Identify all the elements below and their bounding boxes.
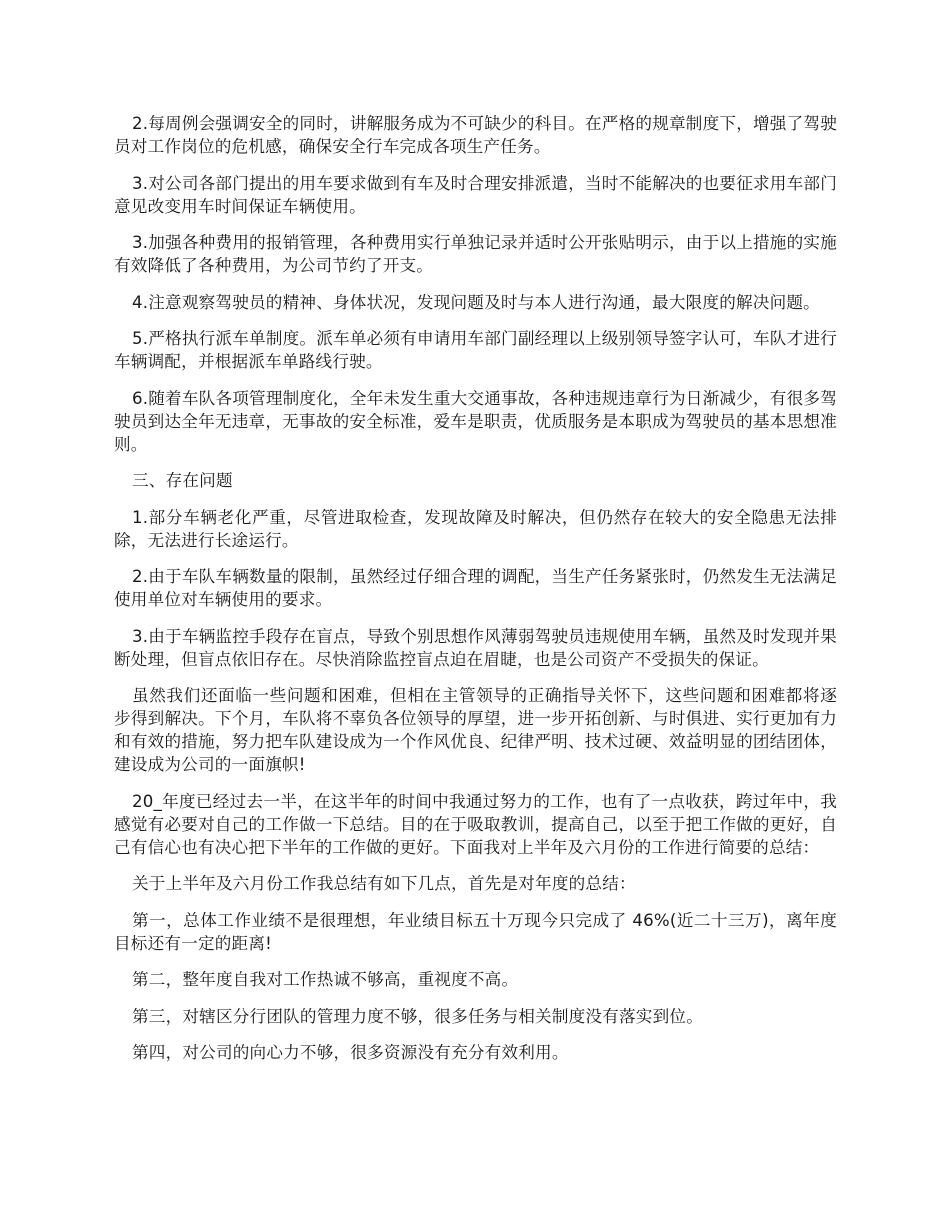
paragraph-summary-points: 关于上半年及六月份工作我总结有如下几点，首先是对年度的总结： bbox=[132, 874, 636, 893]
paragraph-vehicle-dispatch: 3.对公司各部门提出的用车要求做到有车及时合理安排派遣，当时不能解决的也要征求用车部门意见改变用车时间保证车辆使用。 bbox=[114, 173, 837, 216]
paragraph-dispatch-order: 5.严格执行派车单制度。派车单必须有申请用车部门副经理以上级别领导签字认可，车队才进行车辆调配，并根据派车单路线行驶。 bbox=[114, 329, 837, 371]
paragraph-meeting-safety: 2.每周例会强调安全的同时，讲解服务成为不可缺少的科目。在严格的规章制度下，增强了驾驶员对工作岗位的危机感，确保安全行车完成各项生产任务。 bbox=[114, 114, 837, 156]
section-heading-problems: 三、存在问题 bbox=[132, 471, 233, 490]
paragraph-point-one: 第一，总体工作业绩不是很理想，年业绩目标五十万现今只完成了 46%(近二十三万)，离年度目标还有一定的距离! bbox=[114, 910, 837, 953]
paragraph-point-four: 第四，对公司的向心力不够，很多资源没有充分有效利用。 bbox=[132, 1043, 569, 1062]
paragraph-aging-vehicles: 1.部分车辆老化严重，尽管进取检查，发现故障及时解决，但仍然存在较大的安全隐患无法排除，无法进行长途运行。 bbox=[114, 507, 837, 550]
document-body bbox=[114, 112, 837, 1078]
paragraph-driver-condition: 4.注意观察驾驶员的精神、身体状况，发现问题及时与本人进行沟通，最大限度的解决问题。 bbox=[132, 292, 820, 312]
paragraph-monitoring-blindspot: 3.由于车辆监控手段存在盲点，导致个别思想作风薄弱驾驶员违规使用车辆，虽然及时发现并果断处理，但盲点依旧存在。尽快消除监控盲点迫在眉睫，也是公司资产不受损失的保证。 bbox=[114, 626, 837, 669]
paragraph-safety-record: 6.随着车队各项管理制度化，全年未发生重大交通事故，各种违规违章行为日渐减少，有很多驾驶员到达全年无违章，无事故的安全标准，爱车是职责，优质服务是本职成为驾驶员的基本思想准则。 bbox=[114, 388, 837, 454]
paragraph-expense-management: 3.加强各种费用的报销管理，各种费用实行单独记录并适时公开张贴明示，由于以上措施的实施有效降低了各种费用，为公司节约了开支。 bbox=[114, 233, 837, 275]
paragraph-outlook: 虽然我们还面临一些问题和困难，但相在主管领导的正确指导关怀下，这些问题和困难都将逐步得到解决。下个月，车队将不辜负各位领导的厚望，进一步开拓创新、与时俱进、实行更加有力和有效的措施，努力把车队建设成为一个作风优良、纪律严明、技术过硬、效益明显的团结团体，建设成为公司的一面旗帜! bbox=[114, 686, 837, 774]
paragraph-point-two: 第二，整年度自我对工作热诚不够高，重视度不高。 bbox=[132, 970, 519, 989]
paragraph-point-three: 第三，对辖区分行团队的管理力度不够，很多任务与相关制度没有落实到位。 bbox=[132, 1006, 703, 1026]
paragraph-vehicle-shortage: 2.由于车队车辆数量的限制，虽然经过仔细合理的调配，当生产任务紧张时，仍然发生无法满足使用单位对车辆使用的要求。 bbox=[114, 567, 837, 609]
paragraph-half-year-intro: 20_年度已经过去一半，在这半年的时间中我通过努力的工作，也有了一点收获，跨过年中，我感觉有必要对自己的工作做一下总结。目的在于吸取教训，提高自己，以至于把工作做的更好，自己有信心也有决心把下半年的工作做的更好。下面我对上半年及六月份的工作进行简要的总结： bbox=[114, 791, 837, 857]
